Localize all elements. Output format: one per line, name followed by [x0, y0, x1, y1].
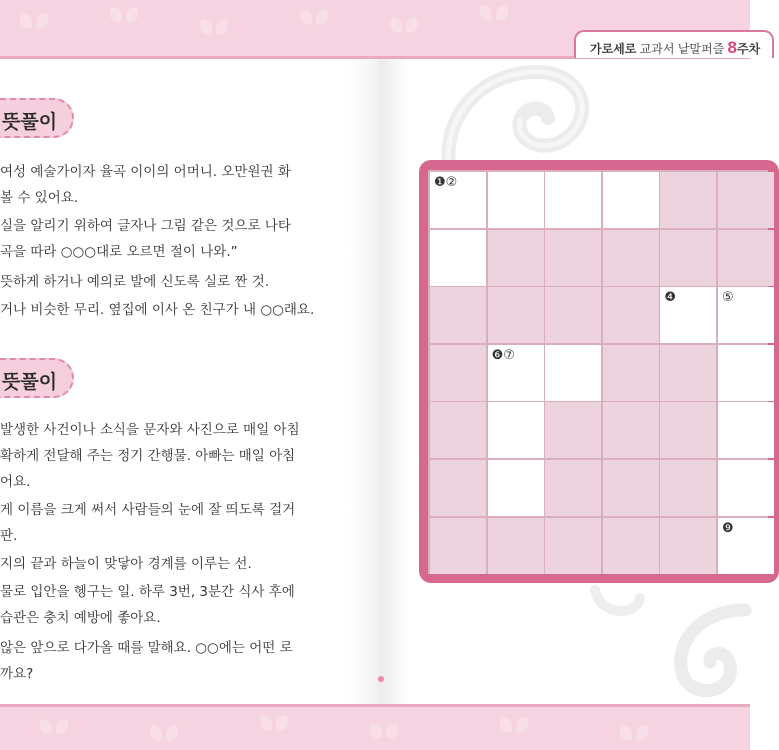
- puzzle-cell-blank[interactable]: [718, 345, 774, 401]
- puzzle-cell-blank[interactable]: [545, 172, 601, 228]
- puzzle-cell-blocked: [718, 172, 774, 228]
- clue-line: 판.: [0, 528, 18, 544]
- ribbon-bow-icon: [20, 14, 48, 28]
- puzzle-cell-blocked: [718, 230, 774, 286]
- puzzle-cell-blank[interactable]: [718, 402, 774, 458]
- puzzle-cell-blocked: [488, 287, 544, 343]
- puzzle-cell-blocked: [603, 518, 659, 574]
- puzzle-cell-blocked: [660, 518, 716, 574]
- puzzle-cell-blocked: [603, 402, 659, 458]
- ribbon-bow-icon: [300, 10, 328, 24]
- puzzle-cell-blank[interactable]: [430, 172, 486, 228]
- puzzle-cell-blocked: [603, 287, 659, 343]
- clue-line: 물로 입안을 헹구는 일. 하루 3번, 3분간 식사 후에: [0, 584, 295, 600]
- puzzle-cell-blocked: [430, 460, 486, 516]
- cell-number-label: ⑤: [722, 290, 734, 306]
- puzzle-cell-blocked: [545, 518, 601, 574]
- clue-line: 실을 알리기 위하여 글자나 그림 같은 것으로 나타: [0, 218, 291, 234]
- clue-line: 볼 수 있어요.: [0, 190, 79, 206]
- puzzle-cell-blank[interactable]: [488, 172, 544, 228]
- header-title-rest: 교과서 낱말퍼즐: [636, 42, 728, 56]
- ribbon-bow-icon: [370, 724, 398, 738]
- puzzle-cell-blocked: [430, 345, 486, 401]
- puzzle-cell-blank[interactable]: [488, 402, 544, 458]
- ribbon-bow-icon: [200, 20, 228, 34]
- ribbon-bow-icon: [500, 718, 528, 732]
- clue-line: 까요?: [0, 666, 34, 682]
- clue-line: 곡을 따라 ○○○대로 오르면 절이 나와.”: [0, 244, 238, 260]
- ribbon-bow-icon: [390, 18, 418, 32]
- swirl-decoration: [590, 580, 650, 620]
- clue-line: 뜻하게 하거나 예의로 발에 신도록 실로 짠 것.: [0, 274, 270, 290]
- puzzle-cell-blank[interactable]: [430, 230, 486, 286]
- ribbon-bow-icon: [110, 8, 138, 22]
- puzzle-cell-blocked: [660, 172, 716, 228]
- clue-line: 거나 비슷한 무리. 옆집에 이사 온 친구가 내 ○○래요.: [0, 302, 315, 318]
- ribbon-bow-icon: [620, 726, 648, 740]
- header-title-bold: 가로세로: [590, 42, 637, 56]
- puzzle-cell-blocked: [603, 460, 659, 516]
- puzzle-cell-blank[interactable]: [718, 460, 774, 516]
- puzzle-cell-blocked: [545, 230, 601, 286]
- puzzle-cell-blocked: [488, 230, 544, 286]
- page-dot-marker: [378, 676, 384, 682]
- section-heading-across: 뜻풀이: [0, 98, 74, 138]
- swirl-decoration: [655, 600, 750, 700]
- puzzle-cell-blocked: [545, 402, 601, 458]
- puzzle-cell-blocked: [488, 518, 544, 574]
- clue-line: 지의 끝과 하늘이 맞닿아 경계를 이루는 선.: [0, 556, 252, 572]
- puzzle-cell-blocked: [603, 230, 659, 286]
- page-gutter: [348, 59, 408, 704]
- puzzle-cell-blocked: [430, 402, 486, 458]
- puzzle-cell-blocked: [660, 460, 716, 516]
- clue-line: 여성 예술가이자 율곡 이이의 어머니. 오만원권 화: [0, 164, 291, 180]
- page-header-tab: [574, 30, 774, 58]
- clue-line: 확하게 전달해 주는 정기 간행물. 아빠는 매일 아침: [0, 448, 296, 464]
- puzzle-cell-blank[interactable]: [603, 172, 659, 228]
- week-unit: 주차: [737, 42, 761, 56]
- cell-number-label: ❾: [722, 520, 734, 536]
- puzzle-cell-blocked: [545, 460, 601, 516]
- puzzle-cell-blank[interactable]: [488, 345, 544, 401]
- cell-number-label: ❶②: [434, 175, 458, 190]
- clue-line: 않은 앞으로 다가올 때를 말해요. ○○에는 어떤 로: [0, 640, 293, 656]
- clue-line: 습관은 충치 예방에 좋아요.: [0, 610, 161, 626]
- clue-line: 게 이름을 크게 써서 사람들의 눈에 잘 띄도록 걸거: [0, 502, 296, 518]
- puzzle-cell-blank[interactable]: [660, 287, 716, 343]
- cell-number-label: ❻⑦: [491, 347, 515, 363]
- ribbon-bow-icon: [480, 6, 508, 20]
- puzzle-cell-blank[interactable]: [488, 460, 544, 516]
- ribbon-bow-icon: [150, 726, 178, 740]
- puzzle-cell-blocked: [660, 230, 716, 286]
- puzzle-cell-blocked: [430, 518, 486, 574]
- cell-number-label: ❹: [664, 290, 677, 306]
- puzzle-cell-blocked: [660, 402, 716, 458]
- ribbon-bow-icon: [40, 720, 68, 734]
- ribbon-bow-icon: [260, 716, 288, 730]
- clue-line: 어요.: [0, 474, 31, 490]
- puzzle-cell-blocked: [603, 345, 659, 401]
- week-number: 8: [727, 38, 737, 57]
- clue-line: 발생한 사건이나 소식을 문자와 사진으로 매일 아침: [0, 422, 300, 438]
- puzzle-cell-blocked: [660, 345, 716, 401]
- puzzle-cell-blank[interactable]: [718, 287, 774, 343]
- puzzle-cell-blocked: [545, 287, 601, 343]
- puzzle-cell-blank[interactable]: [718, 518, 774, 574]
- puzzle-cell-blank[interactable]: [545, 345, 601, 401]
- section-heading-down: 뜻풀이: [0, 358, 74, 398]
- puzzle-cell-blocked: [430, 287, 486, 343]
